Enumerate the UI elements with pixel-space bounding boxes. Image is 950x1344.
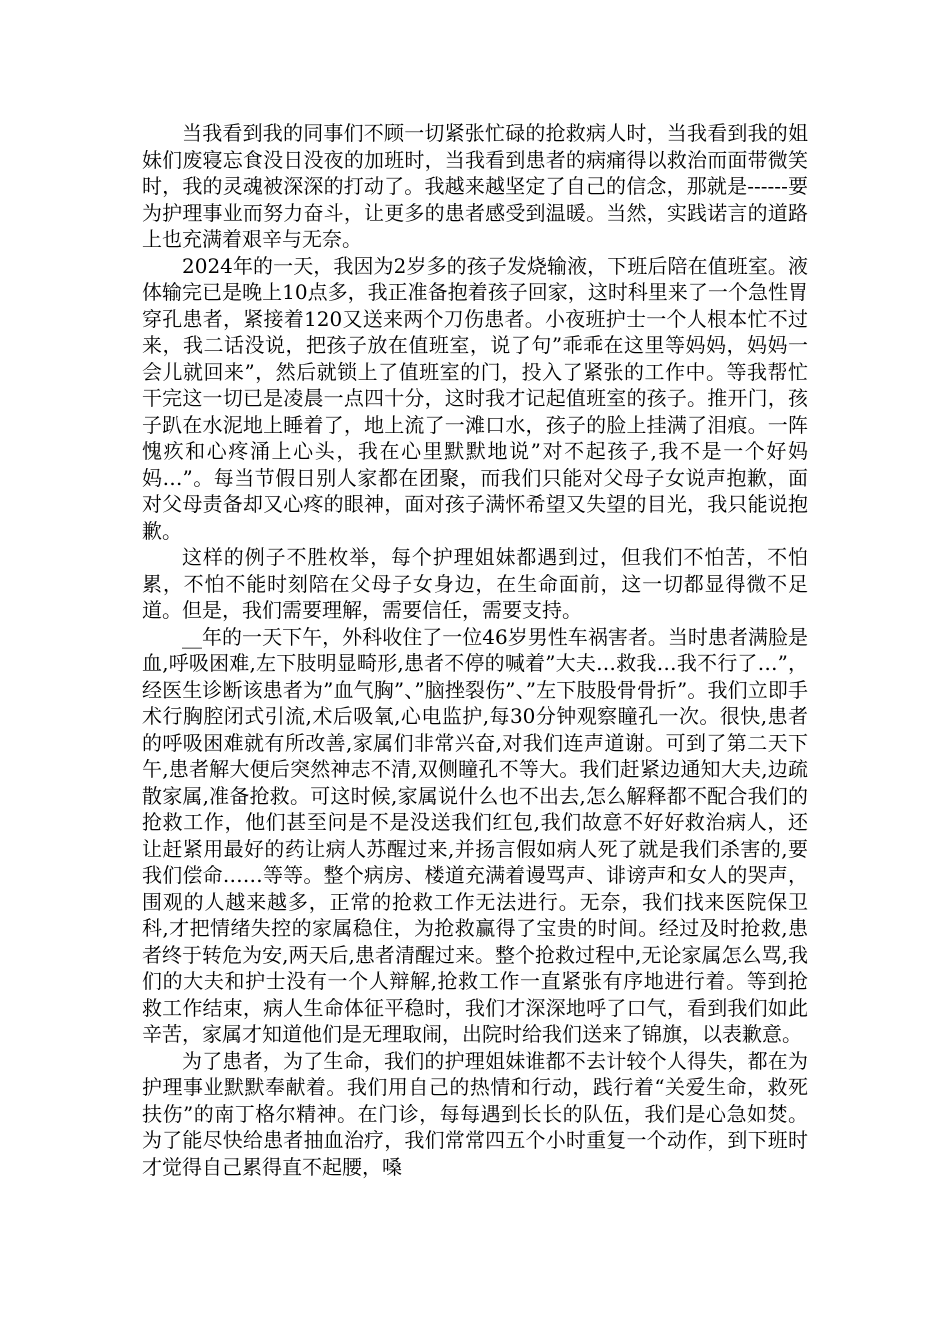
paragraph-4: __年的一天下午，外科收住了一位46岁男性车祸害者。当时患者满脸是血,呼吸困难,左下肢明显畸形,患者不停的喊着”大夫…救我…我不行了…”，经医生诊断该患者为”血气胸”、”脑挫裂伤”、”左下肢股骨骨折”。我们立即手术行胸腔闭式引流,术后吸氧,心电监护,每30分钟观察瞳孔一次。很快,患者的呼吸困难就有所改善,家属们非常兴奋,对我们连声道谢。可到了第二天下午,患者解大便后突然神志不清,双侧瞳孔不等大。我们赶紧边通知大夫,边疏散家属,准备抢救。可这时候,家属说什么也不出去,怎么解释都不配合我们的抢救工作，他们甚至问是不是没送我们红包,我们故意不好好救治病人，还让赶紧用最好的药让病人苏醒过来,并扬言假如病人死了就是我们杀害的,要我们偿命……等等。整个病房、楼道充满着谩骂声、诽谤声和女人的哭声，围观的人越来越多，正常的抢救工作无法进行。无奈，我们找来医院保卫科,才把情绪失控的家属稳住，为抢救赢得了宝贵的时间。经过及时抢救,患者终于转危为安,两天后,患者清醒过来。整个抢救过程中,无论家属怎么骂,我们的大夫和护士没有一个人辩解,抢救工作一直紧张有序地进行着。等到抢救工作结束，病人生命体征平稳时，我们才深深地呼了口气，看到我们如此辛苦，家属才知道他们是无理取闹，出院时给我们送来了锦旗，以表歉意。 bbox=[142, 624, 808, 1046]
document-body bbox=[142, 120, 808, 1180]
paragraph-5: 为了患者，为了生命，我们的护理姐妹谁都不去计较个人得失，都在为护理事业默默奉献着。我们用自己的热情和行动，践行着“关爱生命，救死扶伤”的南丁格尔精神。在门诊，每每遇到长长的队伍，我们是心急如焚。为了能尽快给患者抽血治疗，我们常常四五个小时重复一个动作，到下班时才觉得自己累得直不起腰，嗓 bbox=[142, 1048, 808, 1179]
paragraph-1: 当我看到我的同事们不顾一切紧张忙碌的抢救病人时，当我看到我的姐妹们废寝忘食没日没夜的加班时，当我看到患者的病痛得以救治而面带微笑时，我的灵魂被深深的打动了。我越来越坚定了自己的信念，那就是------要为护理事业而努力奋斗，让更多的患者感受到温暖。当然，实践诺言的道路上也充满着艰辛与无奈。 bbox=[142, 121, 808, 251]
paragraph-2: 2024年的一天，我因为2岁多的孩子发烧输液，下班后陪在值班室。液体输完已是晚上10点多，我正准备抱着孩子回家，这时科里来了一个急性胃穿孔患者，紧接着120又送来两个刀伤患者。小夜班护士一个人根本忙不过来，我二话没说，把孩子放在值班室，说了句”乖乖在这里等妈妈，妈妈一会儿就回来”，然后就锁上了值班室的门，投入了紧张的工作中。等我帮忙干完这一切已是凌晨一点四十分，这时我才记起值班室的孩子。推开门，孩子趴在水泥地上睡着了，地上流了一滩口水，孩子的脸上挂满了泪痕。一阵愧疚和心疼涌上心头，我在心里默默地说”对不起孩子,我不是一个好妈妈…”。每当节假日别人家都在团聚，而我们只能对父母子女说声抱歉，面对父母责备却又心疼的眼神，面对孩子满怀希望又失望的目光，我只能说抱歉。 bbox=[142, 253, 808, 543]
paragraph-3: 这样的例子不胜枚举，每个护理姐妹都遇到过，但我们不怕苦，不怕累，不怕不能时刻陪在父母子女身边，在生命面前，这一切都显得微不足道。但是，我们需要理解，需要信任，需要支持。 bbox=[142, 545, 808, 622]
